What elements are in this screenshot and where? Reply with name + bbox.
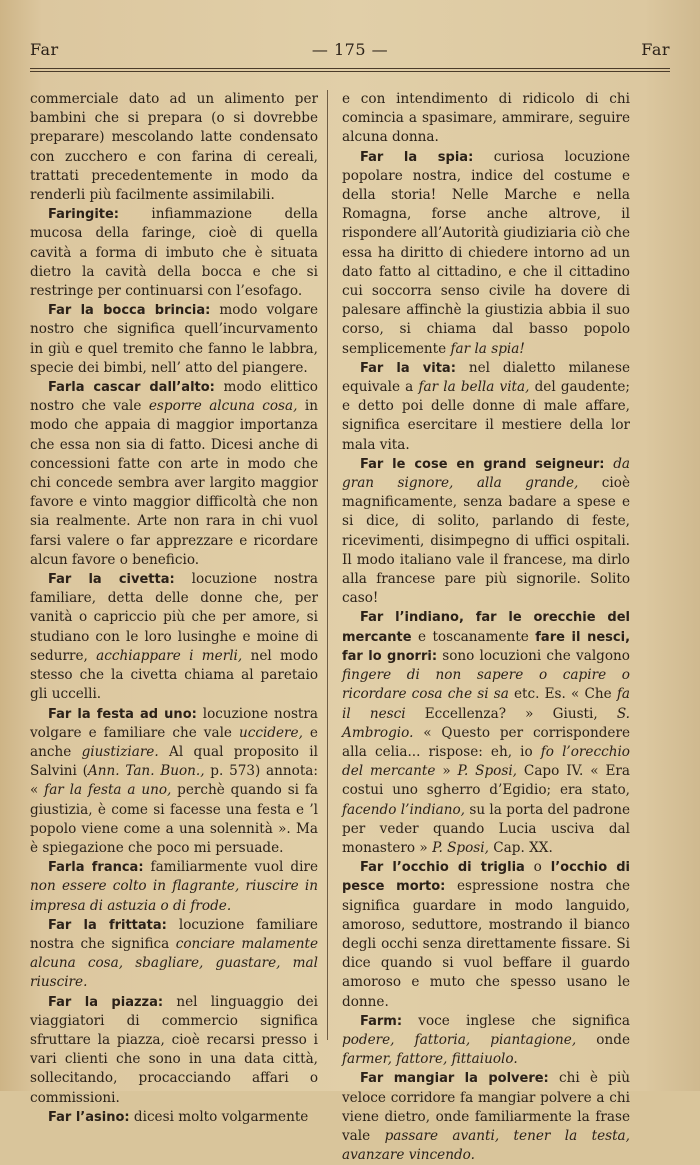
entry-text: familiarmente vuol dire xyxy=(143,859,318,876)
entry-text: nel dialetto milanese equivale a xyxy=(342,359,630,396)
italic-phrase: far la spia! xyxy=(450,340,525,357)
entry-text: dicesi molto volgarmente xyxy=(129,1108,309,1125)
header-rule xyxy=(30,68,670,72)
entry-franca xyxy=(30,858,318,916)
entry-text: infiammazione della mucosa della faringe, cioè di quella cavità a forma di imbuto che è situata dietro la cavità della bocca e che si restringe per continuarsi con l’esofago. xyxy=(30,206,318,300)
entry-farm xyxy=(342,1012,630,1070)
entry-text: e toscanamente xyxy=(411,628,536,645)
italic-phrase: podere, fattoria, piantagione, xyxy=(342,1031,577,1048)
italic-phrase: fingere di non sapere o capire o ricordare cosa che si sa xyxy=(342,667,630,703)
entry-text: o xyxy=(524,859,551,876)
italic-phrase: far la bella vita, xyxy=(418,379,530,396)
entry-bocca-brincia xyxy=(30,301,318,378)
entry-faringite xyxy=(30,205,318,301)
headword: Far l’indiano, far le orecchie del mercante xyxy=(342,610,630,645)
entry-vita xyxy=(342,359,630,455)
headword: Far la spia: xyxy=(360,149,474,165)
entry-text: curiosa locuzione popolare nostra, indice del costume e della storia! Nelle Marche e nella Romagna, forse anche altrove, il rispondere all’Autorità giudiziaria ciò che essa ha diritto di chiedere intorno ad un dato fatto al cittadino, e che il cittadino cui soccorra senso civile ha dovere di palesare affinchè la giustizia abbia il suo corso, si chiama dal basso popolo semplicemente xyxy=(342,148,630,357)
headword: Far l’asino: xyxy=(48,1109,130,1125)
entry-text: del gaudente; e detto poi delle donne di male affare, significa esercitare il mestiere della lor mala vita. xyxy=(342,379,631,453)
italic-phrase: far la festa a uno, xyxy=(44,782,172,799)
italic-phrase: uccidere, xyxy=(238,724,303,741)
headword: Far mangiar la polvere: xyxy=(360,1071,549,1087)
headword: Farla franca: xyxy=(48,860,144,876)
headword: Far la frittata: xyxy=(48,917,167,933)
headword: Far l’occhio di triglia xyxy=(360,860,525,876)
entry-text: voce inglese che significa xyxy=(402,1012,630,1029)
italic-phrase: acchiappare i merli, xyxy=(96,647,243,664)
italic-phrase: giustiziare. xyxy=(81,743,159,760)
entry-frittata xyxy=(30,916,318,993)
entry-text: Eccellenza? » Giusti, xyxy=(405,705,617,722)
italic-phrase: passare avanti, tener la testa, avanzare vincendo. xyxy=(342,1127,630,1164)
entry-text: commerciale dato ad un alimento per bambini che si prepara (o si dovrebbe preparare) mescolando latte condensato con zucchero e con farina di cereali, trattati precedentemente in modo da renderli più facilmente assimilabili. xyxy=(30,91,318,204)
entry-text: in modo che appaia di maggior importanza che essa non sia di fatto. Dicesi anche di concessioni fatte con arte in modo che chi concede sembra aver largito maggior favore e vinto maggior difficoltà che non sia realmente. Arte non rara in chi vuol farsi valere o far apprezzare e ricordare alcun favore o beneficio. xyxy=(30,398,318,568)
italic-phrase: farmer, fattore, fittaiuolo. xyxy=(342,1051,518,1068)
entry-asino xyxy=(30,1108,318,1127)
entry-text: etc. Es. « Che xyxy=(508,686,617,703)
italic-phrase: fa il nesci xyxy=(342,686,630,722)
running-header xyxy=(30,40,670,68)
entry-text: Capo IV. « Era costui uno sgherro d’Egidio; era stato, xyxy=(342,763,630,799)
italic-phrase: fo l’orecchio del mercante xyxy=(342,743,630,780)
entry-text xyxy=(605,456,614,472)
right-column xyxy=(342,90,630,1165)
header-right-word: Far xyxy=(641,40,670,59)
entry-festa-uno xyxy=(30,705,318,859)
entry-text: chi è più veloce corridore fa mangiar polvere a chi viene dietro, onde familiarmente la frase vale xyxy=(342,1070,630,1144)
entry-text: perchè quando si fa giustizia, è come si facesse una festa e ’l popolo viene come a una solennità ». Ma è spiegazione che poco mi persuade. xyxy=(30,782,318,856)
entry-text: Cap. XX. xyxy=(488,839,553,856)
entry-cont2 xyxy=(342,90,630,148)
entry-civetta xyxy=(30,570,318,704)
headword: Far la vita: xyxy=(360,360,456,376)
page-number: — 175 — xyxy=(311,40,389,59)
entry-occhio-triglia xyxy=(342,858,630,1012)
header-left-word: Far xyxy=(30,40,59,59)
entry-text: locuzione nostra familiare, detta delle donne che, per vanità o capriccio più che per amore, si studiano con le loro lusinghe e moine di sedurre, xyxy=(30,571,318,664)
entry-spia xyxy=(342,148,630,359)
entry-text: locuzione familiare nostra che significa xyxy=(30,916,318,952)
italic-phrase: esporre alcuna cosa, xyxy=(148,398,298,415)
italic-phrase: S. Ambrogio. xyxy=(342,705,630,741)
headword: Far la bocca brincia: xyxy=(48,303,211,319)
entry-text: modo elittico nostro che vale xyxy=(30,379,318,415)
entry-text: » xyxy=(435,763,458,780)
entry-cascar-alto xyxy=(30,378,318,570)
headword: Faringite: xyxy=(48,207,120,223)
italic-phrase: Ann. Tan. Buon., xyxy=(87,763,205,780)
italic-phrase: conciare malamente alcuna cosa, sbagliare, guastare, mal riuscire. xyxy=(30,935,318,991)
italic-phrase: facendo l’indiano, xyxy=(342,801,465,818)
entry-text: locuzione nostra volgare e familiare che vale xyxy=(30,705,318,741)
entry-text: p. 573) annota: « xyxy=(30,763,318,799)
italic-phrase: non essere colto in flagrante, riuscire in impresa di astuzia o di frode. xyxy=(30,878,318,914)
entry-text: onde xyxy=(576,1031,630,1048)
entry-piazza xyxy=(30,993,318,1108)
headword: fare il nesci, far lo gnorri: xyxy=(342,629,631,664)
left-column xyxy=(30,90,318,1127)
entry-text: nel linguaggio dei viaggiatori di commercio significa sfruttare la piazza, cioè recarsi presso i vari clienti che sono in una data città, sollecitando, procacciando affari o commissioni. xyxy=(30,993,318,1106)
entry-text: sono locuzioni che valgono xyxy=(437,647,630,664)
entry-indiano xyxy=(342,608,630,858)
headword: Far le cose en grand seigneur: xyxy=(360,456,605,472)
entry-text: su la porta del padrone per veder quando Lucia usciva dal monastero » xyxy=(342,801,630,856)
headword: Farla cascar dall’alto: xyxy=(48,380,215,396)
column-divider xyxy=(327,90,328,1040)
entry-text: modo volgare nostro che significa quell’incurvamento in giù e quel tremito che fanno le labbra, specie dei bimbi, nell’ atto del piangere. xyxy=(30,302,319,376)
entry-text: e con intendimento di ridicolo di chi comincia a spasimare, ammirare, seguire alcuna donna. xyxy=(342,91,630,146)
headword: Far la festa ad uno: xyxy=(48,706,197,722)
entry-text: « Questo per corrispondere alla celia... rispose: eh, io xyxy=(342,724,630,760)
entry-text: espressione nostra che significa guardare in modo languido, amoroso, seduttore, mostrando il bianco degli occhi senza direttamente fissare. Si dice quando si vuol beffare il guardo amoroso e muto che spesso usano le donne. xyxy=(342,878,630,1010)
entry-cont xyxy=(30,90,318,205)
headword: Farm: xyxy=(360,1013,403,1029)
headword: l’occhio di pesce morto: xyxy=(342,860,631,895)
headword: Far la civetta: xyxy=(48,572,175,588)
entry-polvere xyxy=(342,1069,630,1165)
entry-text: Al qual proposito il Salvini ( xyxy=(30,743,319,780)
entry-text: cioè magnificamente, senza badare a spese e si dice, di solito, parlando di feste, ricevimenti, disimpegno di uffici ospitali. Il modo italiano vale il francese, ma dirlo alla francese pare più signorile. Solito caso! xyxy=(342,475,630,607)
italic-phrase: da gran signore, alla grande, xyxy=(342,455,630,492)
italic-phrase: P. Sposi, xyxy=(457,763,518,780)
headword: Far la piazza: xyxy=(48,994,164,1010)
entry-text: nel modo stesso che la civetta chiama al paretaio gli uccelli. xyxy=(30,647,319,703)
entry-text: e anche xyxy=(30,724,318,760)
entry-gran-seigneur xyxy=(342,455,630,609)
italic-phrase: P. Sposi, xyxy=(432,839,489,856)
